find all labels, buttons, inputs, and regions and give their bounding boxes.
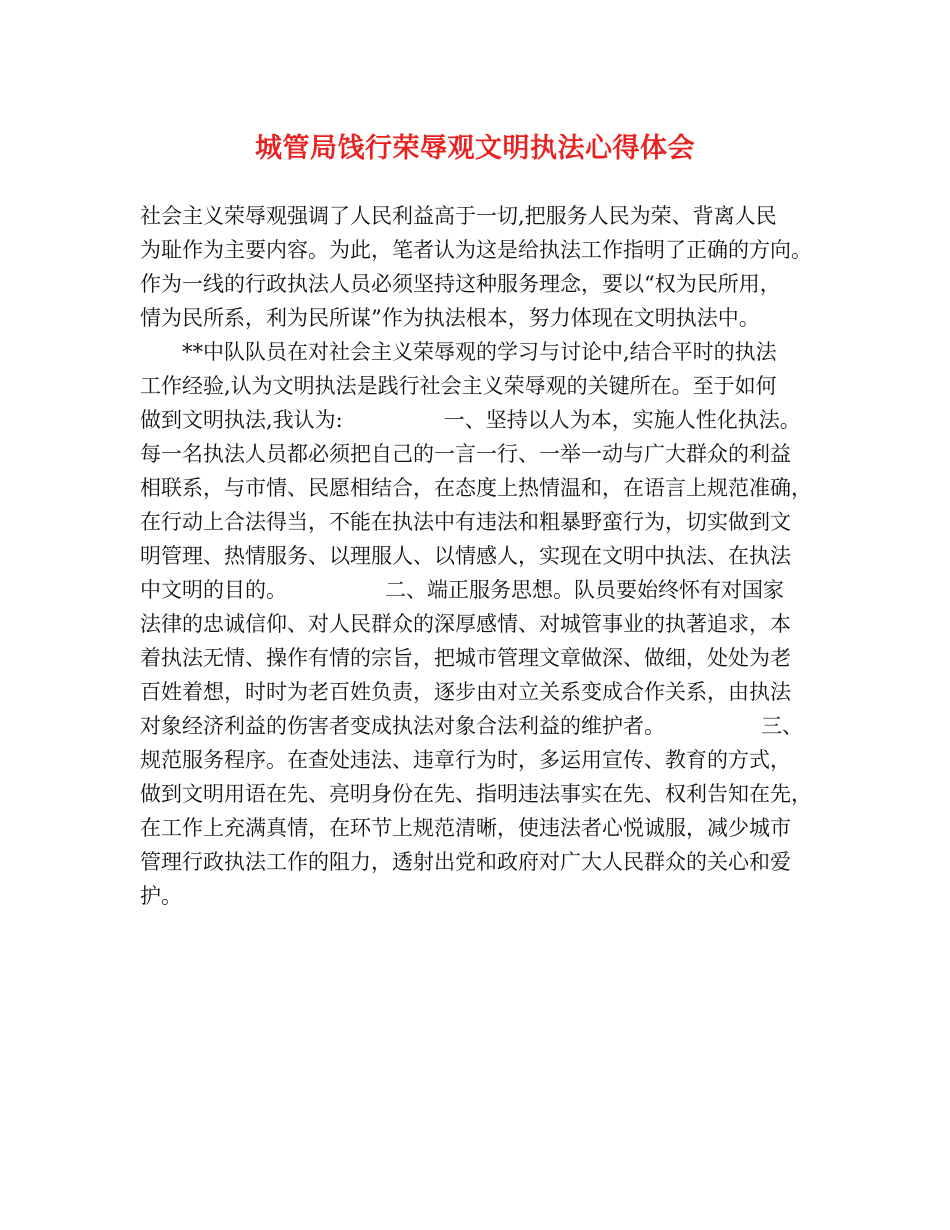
body-line: 明管理、热情服务、以理服人、以情感人，实现在文明中执法、在执法: [140, 544, 791, 568]
body-line: [140, 709, 830, 743]
body-line: 相联系，与市情、民愿相结合，在态度上热情温和，在语言上规范准确，: [140, 476, 812, 500]
section-heading-three: 三、: [761, 714, 803, 738]
body-line: 在工作上充满真情，在环节上规范清晰，使违法者心悦诚服，减少城市: [140, 816, 791, 840]
body-line: **中队队员在对社会主义荣辱观的学习与讨论中,结合平时的执法: [182, 340, 777, 364]
body-line: 管理行政执法工作的阻力，透射出党和政府对广大人民群众的关心和爱: [140, 850, 791, 874]
body-line: 百姓着想，时时为老百姓负责，逐步由对立关系变成合作关系，由执法: [140, 680, 791, 704]
body-line: 社会主义荣辱观强调了人民利益高于一切,把服务人民为荣、背离人民: [140, 204, 777, 228]
section-heading-one: 一、坚持以人为本，实施人性化执法。: [443, 408, 801, 432]
body-line: 作为一线的行政执法人员必须坚持这种服务理念，要以“权为民所用，: [140, 272, 781, 296]
body-segment: 对象经济利益的伤害者变成执法对象合法利益的维护者。: [140, 714, 665, 738]
document-body: [140, 199, 830, 913]
body-line: [140, 573, 830, 607]
document-title: 城管局饯行荣辱观文明执法心得体会: [255, 133, 695, 164]
body-line: 规范服务程序。在查处违法、违章行为时，多运用宣传、教育的方式，: [140, 748, 791, 772]
body-line: 做到文明用语在先、亮明身份在先、指明违法事实在先、权利告知在先，: [140, 782, 812, 806]
body-segment: 中文明的目的。: [140, 578, 287, 602]
body-line: 在行动上合法得当，不能在执法中有违法和粗暴野蛮行为，切实做到文: [140, 510, 791, 534]
body-line: 为耻作为主要内容。为此，笔者认为这是给执法工作指明了正确的方向。: [140, 238, 812, 262]
section-heading-two: 二、端正服务思想。队员要始终怀有对国家: [385, 578, 784, 602]
body-line: 情为民所系，利为民所谋”作为执法根本，努力体现在文明执法中。: [140, 306, 760, 330]
body-line: 护。: [140, 884, 182, 908]
body-line: 法律的忠诚信仰、对人民群众的深厚感情、对城管事业的执著追求，本: [140, 612, 791, 636]
body-segment: 做到文明执法,我认为:: [140, 408, 343, 432]
body-line: 着执法无情、操作有情的宗旨，把城市管理文章做深、做细，处处为老: [140, 646, 791, 670]
body-line: 工作经验,认为文明执法是践行社会主义荣辱观的关键所在。至于如何: [140, 374, 777, 398]
body-line: [140, 403, 830, 437]
body-line: 每一名执法人员都必须把自己的一言一行、一举一动与广大群众的利益: [140, 442, 791, 466]
